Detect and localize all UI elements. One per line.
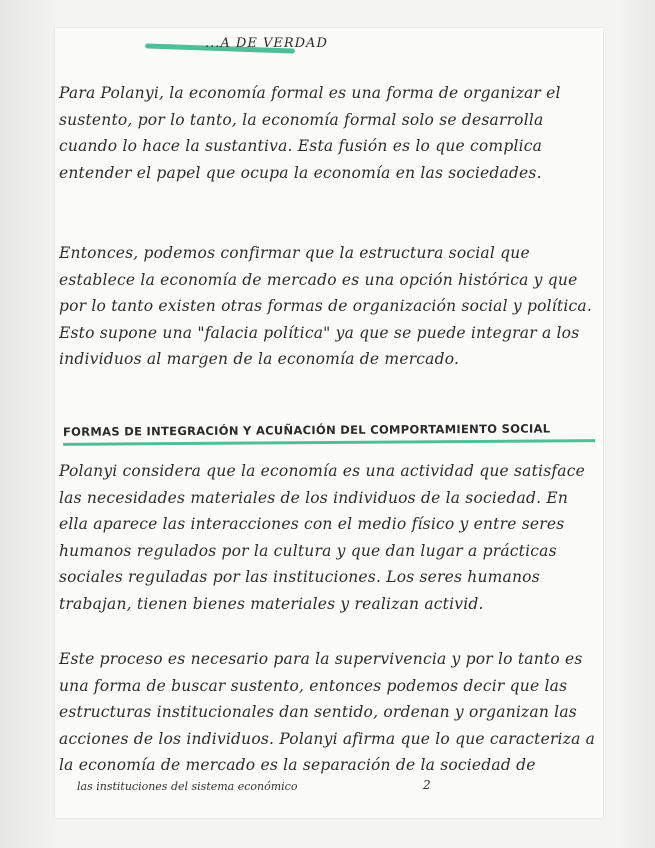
notebook-page xyxy=(55,28,603,818)
scan-shadow-left xyxy=(0,0,60,848)
paragraph-economy-activity: Polanyi considera que la economía es una actividad que satisface las necesidades materiales de los individuos de la sociedad. En ella aparece las interacciones con el medio físico y entre seres humanos regulados por la cultura y que dan lugar a prácticas sociales reguladas por las instituciones. Los seres humanos trabajan, tienen bienes materiales y realizan activid. xyxy=(59,462,585,613)
scan-shadow-right xyxy=(615,0,655,848)
cut-off-title: ...A DE VERDAD xyxy=(205,36,328,51)
page-number: 2 xyxy=(423,778,431,792)
paragraph-market-structure: Entonces, podemos confirmar que la estructura social que establece la economía de mercado es una opción histórica y que por lo tanto existen otras formas de organización social y política. Esto supone una "falacia política" ya que se puede integrar a los individuos al margen de la economía de mercado. xyxy=(59,244,592,368)
paragraph-survival-process: Este proceso es necesario para la supervivencia y por lo tanto es una forma de buscar sustento, entonces podemos decir que las estructuras institucionales dan sentido, ordenan y organizan las acciones de los individuos. Polanyi afirma que lo que caracteriza a la economía de mercado es la separación de la sociedad de xyxy=(59,650,596,774)
footer-note: las instituciones del sistema económico xyxy=(77,780,298,793)
paragraph-formal-economy: Para Polanyi, la economía formal es una forma de organizar el sustento, por lo tanto, la economía formal solo se desarrolla cuando lo hace la sustantiva. Esta fusión es lo que complica entender el papel que ocupa la economía en las sociedades. xyxy=(59,84,561,182)
section-heading: FORMAS DE INTEGRACIÓN Y ACUÑACIÓN DEL COMPORTAMIENTO SOCIAL xyxy=(63,421,595,446)
